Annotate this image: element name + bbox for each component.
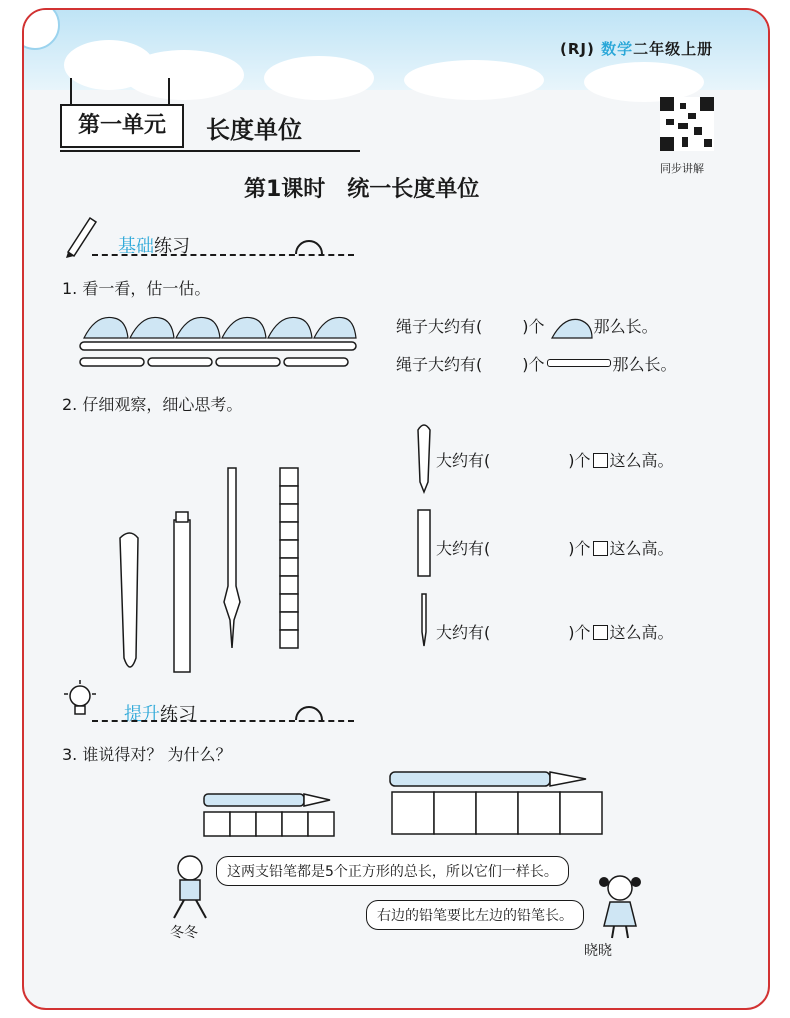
qr-caption: 同步讲解 <box>660 162 704 175</box>
q2-line2 <box>436 536 674 559</box>
q2-line2-mid: )个 <box>568 539 591 558</box>
q2-line1-post: 这么高。 <box>609 451 674 470</box>
cube-icon <box>593 453 608 468</box>
q1-line1-post: 那么长。 <box>593 317 658 336</box>
boy-figure <box>160 852 220 922</box>
arch-icon <box>294 694 324 722</box>
name-right: 晓晓 <box>584 943 612 959</box>
lightbulb-icon <box>62 680 98 720</box>
section-advanced-rest: 练习 <box>160 704 196 725</box>
section-basic-rest: 练习 <box>154 236 190 257</box>
pencil-icon <box>60 212 100 258</box>
book-header <box>560 38 713 59</box>
q3-right-pencil-figure <box>386 768 616 840</box>
q3-title: 3. 谁说得对？ 为什么？ <box>62 745 232 764</box>
q1-line1-pre: 绳子大约有( <box>396 317 483 336</box>
q2-line2-post: 这么高。 <box>609 539 674 558</box>
q2-line3-post: 这么高。 <box>609 623 674 642</box>
q2-line3-mid: )个 <box>568 623 591 642</box>
cloud-decoration <box>264 56 374 100</box>
speech-bubble-left: 这两支铅笔都是5个正方形的总长，所以它们一样长。 <box>216 856 569 886</box>
hanger-line <box>70 78 72 106</box>
q1-line1 <box>396 314 658 340</box>
q2-pen2-icon <box>414 508 434 582</box>
q2-pen1-icon <box>414 420 434 494</box>
q2-line1-mid: )个 <box>568 451 591 470</box>
hanger-line <box>168 78 170 106</box>
girl-figure <box>590 872 650 940</box>
unit-title: 长度单位 <box>206 116 302 144</box>
speech-bubble-right: 右边的铅笔要比左边的铅笔长。 <box>366 900 584 930</box>
cloud-decoration <box>584 62 704 102</box>
q2-line1-pre: 大约有( <box>436 451 491 470</box>
arch-icon <box>294 228 324 256</box>
unit-label: 第一单元 <box>60 104 184 148</box>
lesson-title: 第1课时 统一长度单位 <box>244 177 480 202</box>
header-prefix: (RJ) <box>560 40 595 58</box>
q1-line1-mid: )个 <box>522 317 545 336</box>
q1-line2 <box>396 352 677 375</box>
section-advanced-label <box>124 700 196 726</box>
q3-left-pencil-figure <box>200 790 344 840</box>
q2-pen3-icon <box>414 592 434 648</box>
unit-underline <box>60 150 360 152</box>
q2-line1 <box>436 448 674 471</box>
qr-code-icon[interactable] <box>660 97 714 151</box>
rod-icon <box>547 359 611 367</box>
cube-icon <box>593 541 608 556</box>
cloud-decoration <box>404 60 544 100</box>
q2-line3 <box>436 620 674 643</box>
section-advanced-colored: 提升 <box>124 704 160 725</box>
q1-title: 1. 看一看，估一估。 <box>62 279 211 298</box>
cloud-decoration <box>124 50 244 100</box>
q1-line2-post: 那么长。 <box>612 355 677 374</box>
header-grade: 二年级上册 <box>633 40 714 58</box>
q1-line2-pre: 绳子大约有( <box>396 355 483 374</box>
section-basic-colored: 基础 <box>118 236 154 257</box>
q2-line3-pre: 大约有( <box>436 623 491 642</box>
name-left: 冬冬 <box>170 925 198 941</box>
hand-span-icon <box>550 314 594 340</box>
q2-objects-figure <box>110 462 310 682</box>
q2-title: 2. 仔细观察，细心思考。 <box>62 395 243 414</box>
cube-icon <box>593 625 608 640</box>
header-subject: 数学 <box>601 40 634 58</box>
q2-line2-pre: 大约有( <box>436 539 491 558</box>
q1-line2-mid: )个 <box>522 355 545 374</box>
q1-rope-figure <box>76 306 360 370</box>
